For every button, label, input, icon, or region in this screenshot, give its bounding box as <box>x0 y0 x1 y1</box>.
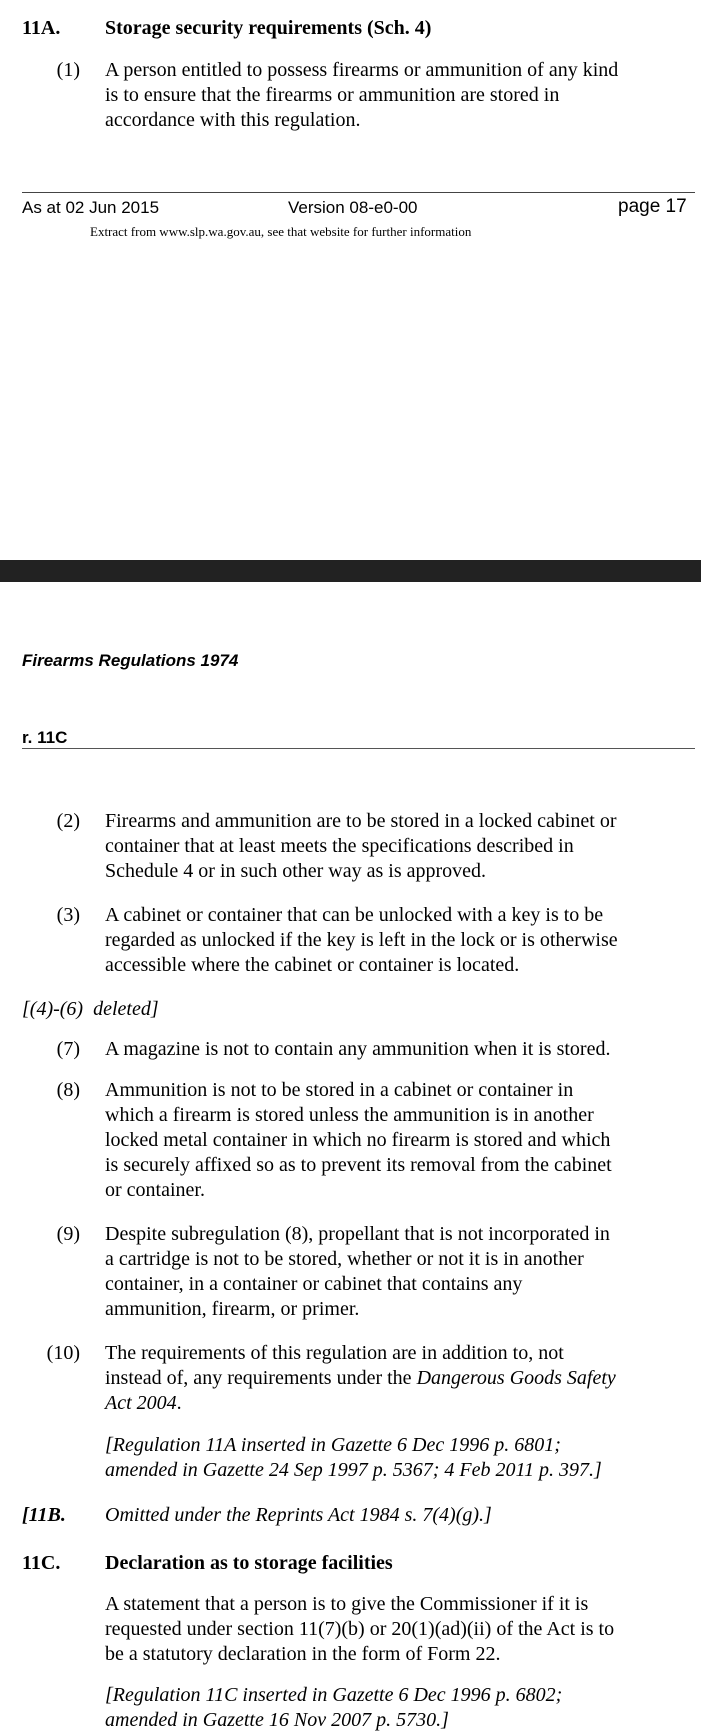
subregulation-number: (8) <box>56 1079 80 1101</box>
section-11c-number: 11C. <box>22 1552 61 1574</box>
subregulation-number: (2) <box>56 810 80 832</box>
footer-version: Version 08-e0-00 <box>288 198 418 217</box>
section-11a-number: 11A. <box>22 17 61 39</box>
subregulation-text: A cabinet or container that can be unlocked with a key is to be regarded as unlocked if the key is left in the lock or is otherwise accessible where the cabinet or container is located. <box>105 904 618 976</box>
subregulation-text: Despite subregulation (8), propellant that is not incorporated in a cartridge is not to be stored, whether or not it is in another container, in a container or cabinet that contains any ammunition, firearm, or primer. <box>105 1223 610 1320</box>
footer-page-number: page 17 <box>618 196 687 217</box>
subregulation-text: Firearms and ammunition are to be stored in a locked cabinet or container that at least meets the specifications described in Schedule 4 or in such other way as is approved. <box>105 810 617 882</box>
section-11b-number: [11B. <box>22 1504 66 1526</box>
subregulation-number: (3) <box>56 904 80 926</box>
amendment-history-11a: [Regulation 11A inserted in Gazette 6 Dec 1996 p. 6801; amended in Gazette 24 Sep 1997 p. 5367; 4 Feb 2011 p. 397.] <box>105 1434 602 1481</box>
section-11c-text: A statement that a person is to give the Commissioner if it is requested under section 11(7)(b) or 20(1)(ad)(ii) of the Act is to be a statutory declaration in the form of Form 22. <box>105 1593 615 1665</box>
header-rule <box>22 748 695 749</box>
subregulation-text: The requirements of this regulation are in addition to, not instead of, any requirements under the Dangerous Goods Safety Act 2004. <box>105 1342 616 1414</box>
footer-extract-note: Extract from www.slp.wa.gov.au, see that website for further information <box>90 224 472 239</box>
section-11c-heading: Declaration as to storage facilities <box>105 1552 393 1574</box>
subregulation-number: (1) <box>56 59 80 81</box>
subregulation-text: A person entitled to possess firearms or ammunition of any kind is to ensure that the firearms or ammunition are stored in accordance with this regulation. <box>105 59 619 131</box>
subregulation-number: (10) <box>46 1342 80 1364</box>
page-break-divider <box>0 560 701 582</box>
section-11b-text: Omitted under the Reprints Act 1984 s. 7(4)(g).] <box>105 1504 492 1526</box>
subregulation-text: Ammunition is not to be stored in a cabinet or container in which a firearm is stored unless the ammunition is in another locked metal container in which no firearm is stored and which is securely affixed so as to prevent its removal from the cabinet or container. <box>105 1079 612 1201</box>
running-header-ref: r. 11C <box>22 728 68 747</box>
section-11a-heading: Storage security requirements (Sch. 4) <box>105 17 432 39</box>
subregulation-text: A magazine is not to contain any ammunition when it is stored. <box>105 1038 611 1060</box>
footer-rule <box>22 192 695 193</box>
subregulation-number: (7) <box>56 1038 80 1060</box>
subregulation-number: (9) <box>56 1223 80 1245</box>
running-header-title: Firearms Regulations 1974 <box>22 651 239 670</box>
footer-as-at: As at 02 Jun 2015 <box>22 198 160 217</box>
amendment-history-11c: [Regulation 11C inserted in Gazette 6 Dec 1996 p. 6802; amended in Gazette 16 Nov 2007 p. 5730.] <box>105 1684 563 1731</box>
deleted-subregulations-note: [(4)-(6) deleted] <box>22 998 159 1020</box>
